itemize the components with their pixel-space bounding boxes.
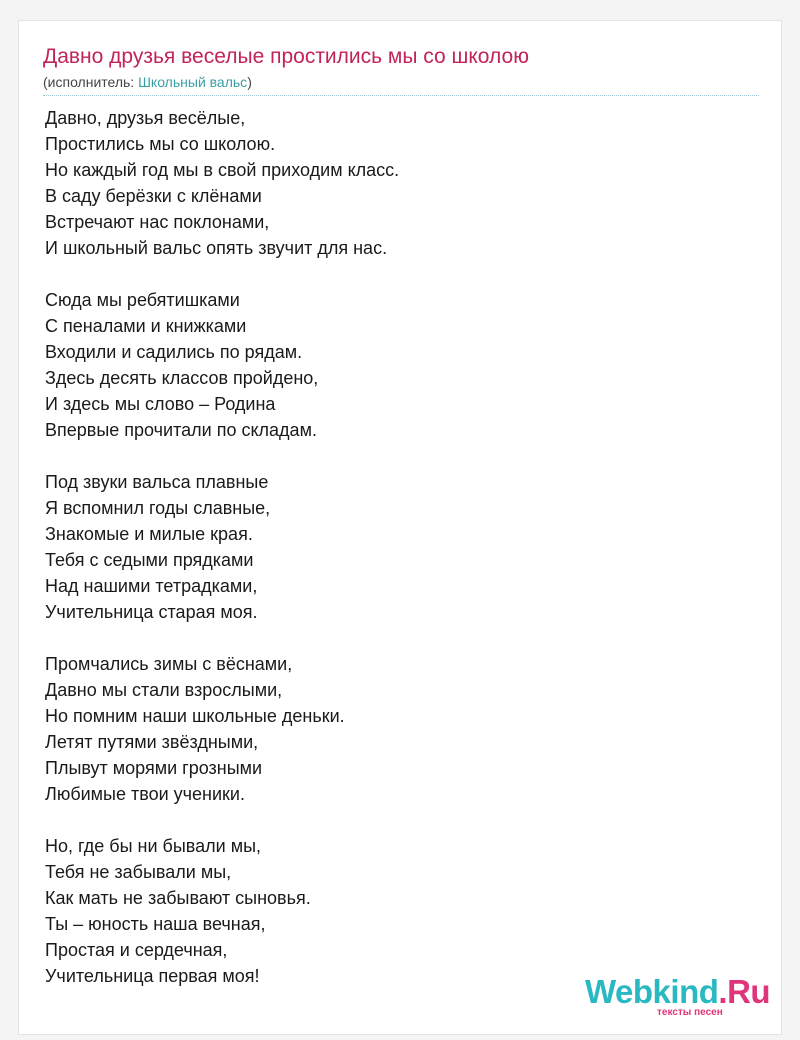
lyrics-line: Знакомые и милые края.: [45, 524, 253, 544]
artist-line: [43, 72, 252, 92]
lyrics-line: Впервые прочитали по складам.: [45, 420, 317, 440]
lyrics-line: Давно, друзья весёлые,: [45, 108, 246, 128]
lyrics-stanza: [45, 651, 745, 807]
webkind-logo: [585, 973, 775, 1023]
lyrics-line: Сюда мы ребятишками: [45, 290, 240, 310]
lyrics-stanza: [45, 833, 745, 989]
lyrics-line: Входили и садились по рядам.: [45, 342, 303, 362]
lyrics-line: С пеналами и книжками: [45, 316, 247, 336]
lyrics-line: Простая и сердечная,: [45, 940, 228, 960]
lyrics-line: Но помним наши школьные деньки.: [45, 706, 345, 726]
lyrics-line: Встречают нас поклонами,: [45, 212, 270, 232]
lyrics-line: Летят путями звёздными,: [45, 732, 259, 752]
lyrics-line: Под звуки вальса плавные: [45, 472, 269, 492]
lyrics-page: [18, 20, 782, 1035]
logo-tagline: тексты песен: [657, 1007, 723, 1018]
logo-brand: Webkind: [585, 973, 719, 1010]
artist-prefix: (исполнитель:: [43, 74, 139, 90]
artist-link[interactable]: Школьный вальс: [138, 74, 248, 90]
lyrics-line: Любимые твои ученики.: [45, 784, 245, 804]
lyrics-line: Простились мы со школою.: [45, 134, 276, 154]
lyrics-line: Тебя с седыми прядками: [45, 550, 254, 570]
lyrics-line: Над нашими тетрадками,: [45, 576, 258, 596]
logo-wordmark: [585, 973, 770, 1011]
artist-suffix: ): [247, 74, 252, 90]
lyrics-line: Но каждый год мы в свой приходим класс.: [45, 160, 400, 180]
lyrics-line: И школьный вальс опять звучит для нас.: [45, 238, 388, 258]
lyrics-stanza: [45, 469, 745, 625]
lyrics-text: [45, 105, 745, 1015]
lyrics-line: Учительница первая моя!: [45, 966, 260, 986]
lyrics-line: И здесь мы слово – Родина: [45, 394, 276, 414]
lyrics-line: Учительница старая моя.: [45, 602, 258, 622]
lyrics-line: Плывут морями грозными: [45, 758, 263, 778]
lyrics-line: Как мать не забывают сыновья.: [45, 888, 311, 908]
lyrics-line: Здесь десять классов пройдено,: [45, 368, 319, 388]
lyrics-line: Тебя не забывали мы,: [45, 862, 232, 882]
lyrics-stanza: [45, 287, 745, 443]
lyrics-stanza: [45, 105, 745, 261]
lyrics-line: В саду берёзки с клёнами: [45, 186, 262, 206]
lyrics-line: Но, где бы ни бывали мы,: [45, 836, 262, 856]
lyrics-line: Ты – юность наша вечная,: [45, 914, 266, 934]
title-divider: [43, 95, 759, 96]
song-title: Давно друзья веселые простились мы со школою: [43, 45, 529, 68]
logo-tld: .Ru: [718, 973, 771, 1010]
lyrics-line: Я вспомнил годы славные,: [45, 498, 271, 518]
lyrics-line: Промчались зимы с вёснами,: [45, 654, 293, 674]
lyrics-line: Давно мы стали взрослыми,: [45, 680, 283, 700]
